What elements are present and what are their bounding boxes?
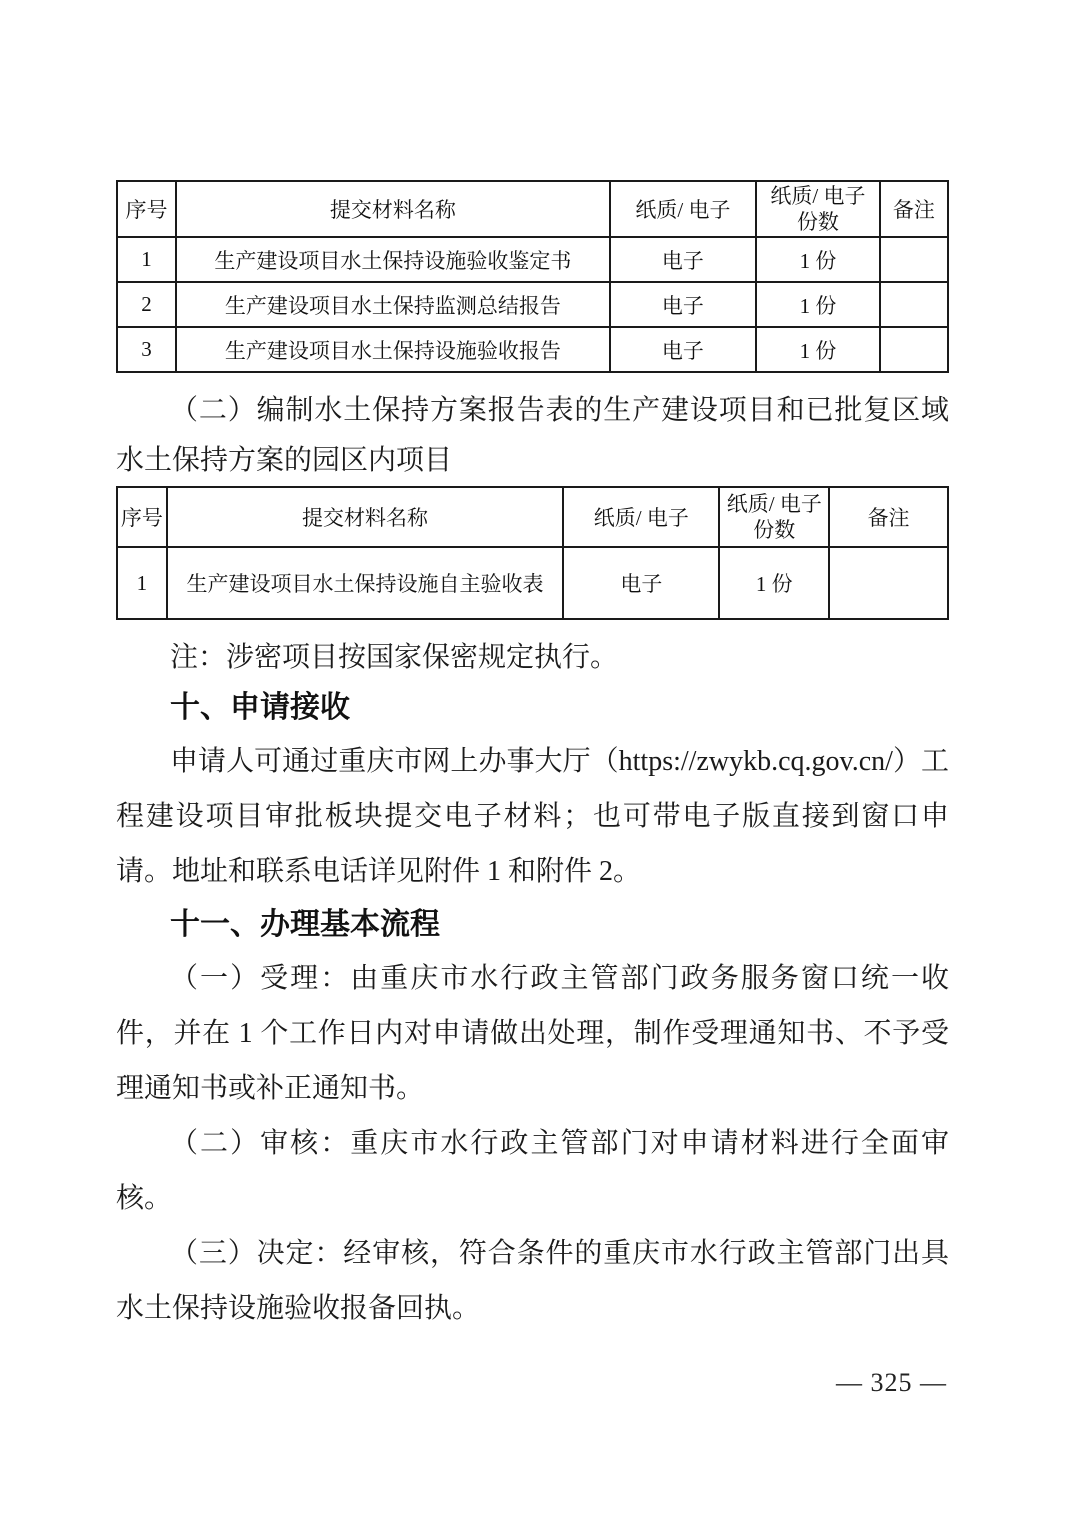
remark-cell [880, 327, 948, 372]
medium-cell: 电子 [610, 327, 756, 372]
copies-cell: 1 份 [756, 282, 880, 327]
medium-cell: 电子 [610, 282, 756, 327]
header-cell-copies [756, 181, 880, 237]
header-copies-line1: 纸质/ 电子 [770, 184, 866, 208]
table-row [117, 547, 948, 619]
header-cell-name: 提交材料名称 [167, 487, 563, 547]
material-name-cell: 生产建设项目水土保持监测总结报告 [176, 282, 610, 327]
table-row [117, 327, 948, 372]
table-row [117, 237, 948, 282]
copies-cell: 1 份 [719, 547, 829, 619]
header-cell-remark: 备注 [829, 487, 948, 547]
page-content [116, 180, 949, 1336]
section-11-heading: 十一、办理基本流程 [170, 908, 440, 941]
table1-header-row [117, 181, 948, 237]
header-cell-remark: 备注 [880, 181, 948, 237]
row-number-cell: 3 [117, 327, 176, 372]
section-11-paragraph-3: （三）决定：经审核，符合条件的重庆市水行政主管部门出具水土保持设施验收报备回执。 [116, 1238, 949, 1324]
medium-cell: 电子 [563, 547, 719, 619]
material-name-cell: 生产建设项目水土保持设施自主验收表 [167, 547, 563, 619]
header-cell-medium: 纸质/ 电子 [563, 487, 719, 547]
header-copies-line1: 纸质/ 电子 [726, 492, 822, 516]
header-copies-line2: 份数 [796, 210, 839, 234]
materials-table-1 [116, 180, 949, 373]
medium-cell: 电子 [610, 237, 756, 282]
header-cell-medium: 纸质/ 电子 [610, 181, 756, 237]
materials-table-2 [116, 486, 949, 620]
material-name-cell: 生产建设项目水土保持设施验收报告 [176, 327, 610, 372]
table-row [117, 282, 948, 327]
row-number-cell: 2 [117, 282, 176, 327]
section-10-paragraph: 申请人可通过重庆市网上办事大厅（https://zwykb.cq.gov.cn/）工程建设项目审批板块提交电子材料；也可带电子版直接到窗口申请。地址和联系电话详见附件 1 和附件 2。 [116, 746, 949, 887]
header-cell-no: 序号 [117, 487, 167, 547]
header-cell-name: 提交材料名称 [176, 181, 610, 237]
copies-cell: 1 份 [756, 327, 880, 372]
header-copies-line2: 份数 [753, 518, 796, 542]
confidential-note: 注：涉密项目按国家保密规定执行。 [170, 642, 619, 673]
section-11-paragraph-2: （二）审核：重庆市水行政主管部门对申请材料进行全面审核。 [116, 1128, 949, 1214]
row-number-cell: 1 [117, 547, 167, 619]
header-cell-no: 序号 [117, 181, 176, 237]
section-10-heading: 十、申请接收 [170, 691, 350, 724]
row-number-cell: 1 [117, 237, 176, 282]
remark-cell [880, 282, 948, 327]
table2-header-row [117, 487, 948, 547]
page-number: — 325 — [836, 1368, 947, 1397]
remark-cell [829, 547, 948, 619]
section-2-title: （二）编制水土保持方案报告表的生产建设项目和已批复区域水土保持方案的园区内项目 [116, 395, 949, 476]
section-11-paragraph-1: （一）受理：由重庆市水行政主管部门政务服务窗口统一收件，并在 1 个工作日内对申请做出处理，制作受理通知书、不予受理通知书或补正通知书。 [116, 963, 949, 1104]
copies-cell: 1 份 [756, 237, 880, 282]
header-cell-copies [719, 487, 829, 547]
remark-cell [880, 237, 948, 282]
material-name-cell: 生产建设项目水土保持设施验收鉴定书 [176, 237, 610, 282]
